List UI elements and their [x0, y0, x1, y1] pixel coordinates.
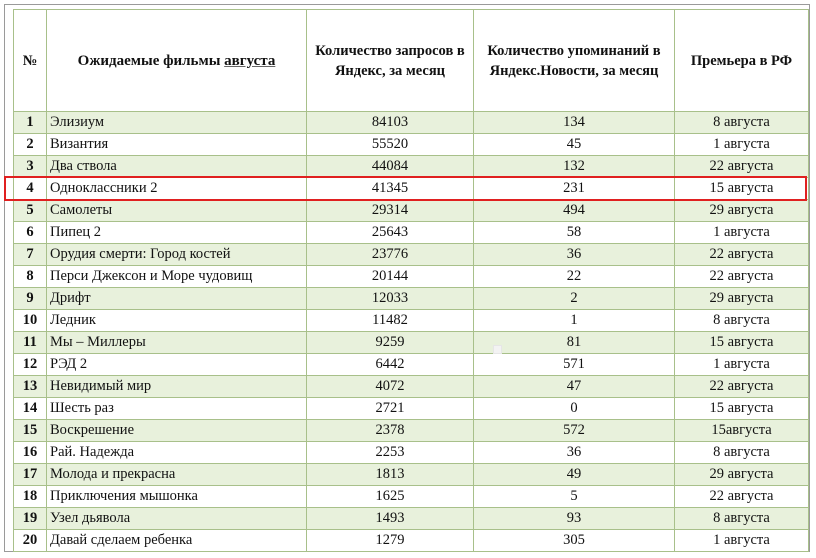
mentions-cell: 93 [474, 508, 675, 530]
row-number-cell: 15 [14, 420, 47, 442]
row-number-cell: 8 [14, 266, 47, 288]
table-row [14, 178, 809, 200]
mentions-cell: 81 [474, 332, 675, 354]
table-row [14, 398, 809, 420]
table-row [14, 486, 809, 508]
movie-title-cell: Самолеты [47, 200, 307, 222]
header-title-month: августа [224, 52, 276, 69]
premiere-date-cell: 29 августа [675, 200, 809, 222]
premiere-date-cell: 22 августа [675, 376, 809, 398]
row-number-cell: 10 [14, 310, 47, 332]
row-number-cell: 9 [14, 288, 47, 310]
premiere-date-cell: 8 августа [675, 508, 809, 530]
table-row [14, 376, 809, 398]
requests-cell: 4072 [307, 376, 474, 398]
mentions-cell: 134 [474, 112, 675, 134]
table-row [14, 508, 809, 530]
table-row [14, 244, 809, 266]
header-premiere: Премьера в РФ [675, 10, 809, 112]
premiere-date-cell: 1 августа [675, 134, 809, 156]
row-number-cell: 5 [14, 200, 47, 222]
premiere-date-cell: 15 августа [675, 398, 809, 420]
table-row [14, 420, 809, 442]
row-number-cell: 17 [14, 464, 47, 486]
movie-title-cell: Воскрешение [47, 420, 307, 442]
table-row [14, 332, 809, 354]
mentions-cell: 36 [474, 244, 675, 266]
requests-cell: 2721 [307, 398, 474, 420]
requests-cell: 12033 [307, 288, 474, 310]
mentions-cell: 0 [474, 398, 675, 420]
requests-cell: 84103 [307, 112, 474, 134]
movie-title-cell: Одноклассники 2 [47, 178, 307, 200]
mentions-cell: 132 [474, 156, 675, 178]
movie-title-cell: РЭД 2 [47, 354, 307, 376]
movie-title-cell: Перси Джексон и Море чудовищ [47, 266, 307, 288]
mentions-cell: 5 [474, 486, 675, 508]
requests-cell: 20144 [307, 266, 474, 288]
requests-cell: 29314 [307, 200, 474, 222]
table-row [14, 288, 809, 310]
requests-cell: 55520 [307, 134, 474, 156]
row-number-cell: 4 [14, 178, 47, 200]
table-row [14, 222, 809, 244]
premiere-date-cell: 22 августа [675, 244, 809, 266]
movie-title-cell: Рай. Надежда [47, 442, 307, 464]
table-header-row [14, 10, 809, 112]
row-number-cell: 20 [14, 530, 47, 552]
row-number-cell: 13 [14, 376, 47, 398]
movie-title-cell: Византия [47, 134, 307, 156]
table-row [14, 112, 809, 134]
header-num: № [14, 10, 47, 112]
premiere-date-cell: 22 августа [675, 266, 809, 288]
movie-title-cell: Давай сделаем ребенка [47, 530, 307, 552]
mentions-cell: 494 [474, 200, 675, 222]
requests-cell: 9259 [307, 332, 474, 354]
header-title-prefix: Ожидаемые фильмы [77, 52, 225, 69]
row-number-cell: 19 [14, 508, 47, 530]
row-number-cell: 6 [14, 222, 47, 244]
movie-title-cell: Пипец 2 [47, 222, 307, 244]
movie-title-cell: Мы – Миллеры [47, 332, 307, 354]
requests-cell: 2253 [307, 442, 474, 464]
movie-title-cell: Узел дьявола [47, 508, 307, 530]
speck-mark [493, 345, 502, 354]
table-row [14, 442, 809, 464]
premiere-date-cell: 1 августа [675, 530, 809, 552]
mentions-cell: 1 [474, 310, 675, 332]
mentions-cell: 2 [474, 288, 675, 310]
requests-cell: 1813 [307, 464, 474, 486]
row-number-cell: 3 [14, 156, 47, 178]
premiere-date-cell: 15 августа [675, 332, 809, 354]
mentions-cell: 572 [474, 420, 675, 442]
mentions-cell: 45 [474, 134, 675, 156]
movie-title-cell: Два ствола [47, 156, 307, 178]
row-number-cell: 11 [14, 332, 47, 354]
requests-cell: 41345 [307, 178, 474, 200]
mentions-cell: 49 [474, 464, 675, 486]
requests-cell: 2378 [307, 420, 474, 442]
requests-cell: 44084 [307, 156, 474, 178]
row-number-cell: 2 [14, 134, 47, 156]
premiere-date-cell: 29 августа [675, 288, 809, 310]
table-row [14, 156, 809, 178]
table-row [14, 134, 809, 156]
mentions-cell: 58 [474, 222, 675, 244]
movie-title-cell: Невидимый мир [47, 376, 307, 398]
row-number-cell: 16 [14, 442, 47, 464]
row-number-cell: 14 [14, 398, 47, 420]
table-row [14, 354, 809, 376]
row-number-cell: 7 [14, 244, 47, 266]
premiere-date-cell: 22 августа [675, 486, 809, 508]
requests-cell: 1279 [307, 530, 474, 552]
movie-title-cell: Ледник [47, 310, 307, 332]
table-row [14, 310, 809, 332]
premiere-date-cell: 1 августа [675, 354, 809, 376]
premiere-date-cell: 22 августа [675, 156, 809, 178]
requests-cell: 25643 [307, 222, 474, 244]
requests-cell: 1625 [307, 486, 474, 508]
movie-title-cell: Молода и прекрасна [47, 464, 307, 486]
header-title [47, 10, 307, 112]
header-requests: Количество запросов в Яндекс, за месяц [307, 10, 474, 112]
premiere-date-cell: 15августа [675, 420, 809, 442]
movie-title-cell: Шесть раз [47, 398, 307, 420]
premiere-date-cell: 8 августа [675, 112, 809, 134]
movie-title-cell: Орудия смерти: Город костей [47, 244, 307, 266]
premiere-date-cell: 29 августа [675, 464, 809, 486]
mentions-cell: 47 [474, 376, 675, 398]
row-number-cell: 1 [14, 112, 47, 134]
row-number-cell: 18 [14, 486, 47, 508]
table-row [14, 464, 809, 486]
requests-cell: 6442 [307, 354, 474, 376]
mentions-cell: 36 [474, 442, 675, 464]
movies-table [13, 9, 809, 552]
requests-cell: 23776 [307, 244, 474, 266]
mentions-cell: 22 [474, 266, 675, 288]
premiere-date-cell: 8 августа [675, 310, 809, 332]
premiere-date-cell: 1 августа [675, 222, 809, 244]
movie-title-cell: Элизиум [47, 112, 307, 134]
premiere-date-cell: 15 августа [675, 178, 809, 200]
requests-cell: 11482 [307, 310, 474, 332]
mentions-cell: 231 [474, 178, 675, 200]
premiere-date-cell: 8 августа [675, 442, 809, 464]
table-row [14, 530, 809, 552]
mentions-cell: 571 [474, 354, 675, 376]
movie-title-cell: Приключения мышонка [47, 486, 307, 508]
requests-cell: 1493 [307, 508, 474, 530]
mentions-cell: 305 [474, 530, 675, 552]
row-number-cell: 12 [14, 354, 47, 376]
header-mentions: Количество упоминаний в Яндекс.Новости, за месяц [474, 10, 675, 112]
table-row [14, 266, 809, 288]
movie-title-cell: Дрифт [47, 288, 307, 310]
table-row [14, 200, 809, 222]
